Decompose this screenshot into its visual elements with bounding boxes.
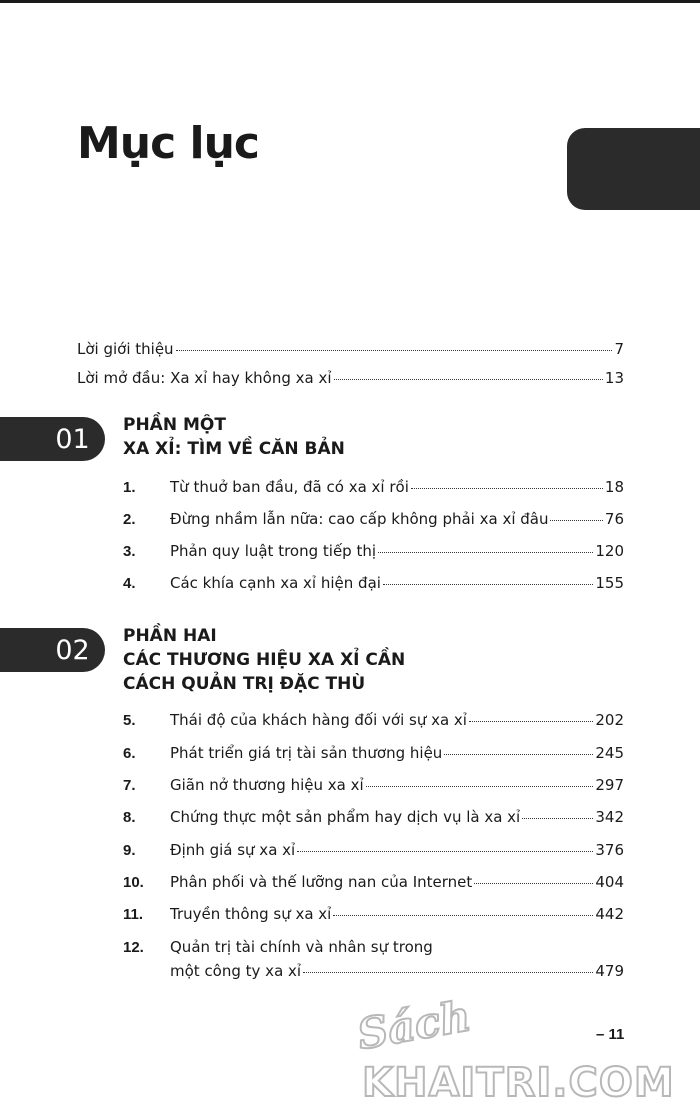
chapter-title: Định giá sự xa xỉ (170, 841, 296, 859)
chapter-title: Giãn nở thương hiệu xa xỉ (170, 776, 364, 794)
chapter-title-line2: một công ty xa xỉ (170, 962, 302, 980)
corner-tab (567, 128, 700, 210)
toc-chapter[interactable] (123, 873, 624, 891)
chapter-page: 120 (595, 542, 624, 560)
chapter-page: 202 (595, 711, 624, 729)
chapter-title: Từ thuở ban đầu, đã có xa xỉ rồi (170, 478, 409, 496)
chapter-page: 245 (595, 744, 624, 762)
toc-chapter[interactable] (123, 510, 624, 528)
top-rule (0, 0, 700, 3)
chapter-page: 404 (595, 873, 624, 891)
dot-leader (522, 818, 593, 819)
dot-leader (474, 883, 593, 884)
part-badge-number: 01 (55, 423, 90, 455)
toc-entry-text: Lời mở đầu: Xa xỉ hay không xa xỉ (77, 369, 332, 387)
toc-entry-page: 7 (614, 340, 624, 358)
toc-entry-page: 13 (604, 369, 624, 387)
chapter-number: 6. (123, 745, 136, 762)
chapter-title: Phát triển giá trị tài sản thương hiệu (170, 744, 443, 762)
chapter-number: 11. (123, 906, 144, 923)
chapter-page: 442 (595, 905, 624, 923)
chapter-title: Phân phối và thế lưỡng nan của Internet (170, 873, 473, 891)
chapter-title: Quản trị tài chính và nhân sự trong (170, 938, 433, 956)
toc-chapter[interactable] (123, 808, 624, 826)
chapter-number: 4. (123, 575, 136, 592)
part-heading (123, 413, 345, 461)
chapter-number: 2. (123, 511, 136, 528)
dot-leader (378, 552, 593, 553)
dot-leader (334, 379, 603, 380)
toc-chapter[interactable] (123, 841, 624, 859)
part-heading-line: PHẦN HAI (123, 626, 217, 646)
chapter-number: 9. (123, 842, 136, 859)
dot-leader (383, 584, 593, 585)
watermark-script: Sách (353, 991, 475, 1060)
chapter-number: 10. (123, 874, 144, 891)
chapter-number: 3. (123, 543, 136, 560)
chapter-page: 297 (595, 776, 624, 794)
toc-chapter[interactable] (123, 542, 624, 560)
dot-leader (366, 786, 594, 787)
chapter-page: 155 (595, 574, 624, 592)
chapter-number: 7. (123, 777, 136, 794)
part-heading (123, 624, 405, 696)
toc-chapter[interactable] (123, 744, 624, 762)
toc-chapter-continuation[interactable] (170, 962, 624, 980)
toc-entry-preface[interactable] (77, 369, 624, 387)
chapter-page: 18 (604, 478, 624, 496)
toc-chapter-multiline[interactable] (123, 938, 624, 956)
toc-chapter[interactable] (123, 905, 624, 923)
page-number: – 11 (596, 1026, 625, 1043)
chapter-number: 8. (123, 809, 136, 826)
part-badge-number: 02 (55, 634, 90, 666)
toc-entry-text: Lời giới thiệu (77, 340, 174, 358)
dot-leader (297, 851, 593, 852)
chapter-title: Phản quy luật trong tiếp thị (170, 542, 377, 560)
dot-leader (303, 972, 593, 973)
dot-leader (469, 721, 593, 722)
chapter-page: 342 (595, 808, 624, 826)
chapter-page: 479 (595, 962, 624, 980)
chapter-title: Các khía cạnh xa xỉ hiện đại (170, 574, 381, 592)
part-badge (0, 417, 105, 461)
toc-chapter[interactable] (123, 574, 624, 592)
dot-leader (444, 754, 593, 755)
dot-leader (411, 488, 603, 489)
chapter-number: 12. (123, 939, 144, 956)
part-heading-line: CÁC THƯƠNG HIỆU XA XỈ CẦN (123, 650, 406, 670)
chapter-page: 76 (604, 510, 624, 528)
part-badge (0, 628, 105, 672)
chapter-page: 376 (595, 841, 624, 859)
toc-entry-intro[interactable] (77, 340, 624, 358)
watermark-brand: KHAITRI.COM (362, 1060, 675, 1106)
chapter-number: 1. (123, 479, 136, 496)
part-heading-line: PHẦN MỘT (123, 415, 226, 435)
chapter-title: Đừng nhầm lẫn nữa: cao cấp không phải xa xỉ đâu (170, 510, 549, 528)
toc-chapter[interactable] (123, 711, 624, 729)
part-heading-line: CÁCH QUẢN TRỊ ĐẶC THÙ (123, 674, 366, 694)
toc-chapter[interactable] (123, 776, 624, 794)
part-heading-line: XA XỈ: TÌM VỀ CĂN BẢN (123, 439, 345, 459)
dot-leader (550, 520, 602, 521)
chapter-number: 5. (123, 712, 136, 729)
dot-leader (333, 915, 593, 916)
page-title: Mục lục (77, 118, 259, 169)
toc-chapter[interactable] (123, 478, 624, 496)
dot-leader (176, 350, 613, 351)
chapter-title: Truyền thông sự xa xỉ (170, 905, 332, 923)
chapter-title: Thái độ của khách hàng đối với sự xa xỉ (170, 711, 467, 729)
chapter-title: Chứng thực một sản phẩm hay dịch vụ là xa xỉ (170, 808, 521, 826)
